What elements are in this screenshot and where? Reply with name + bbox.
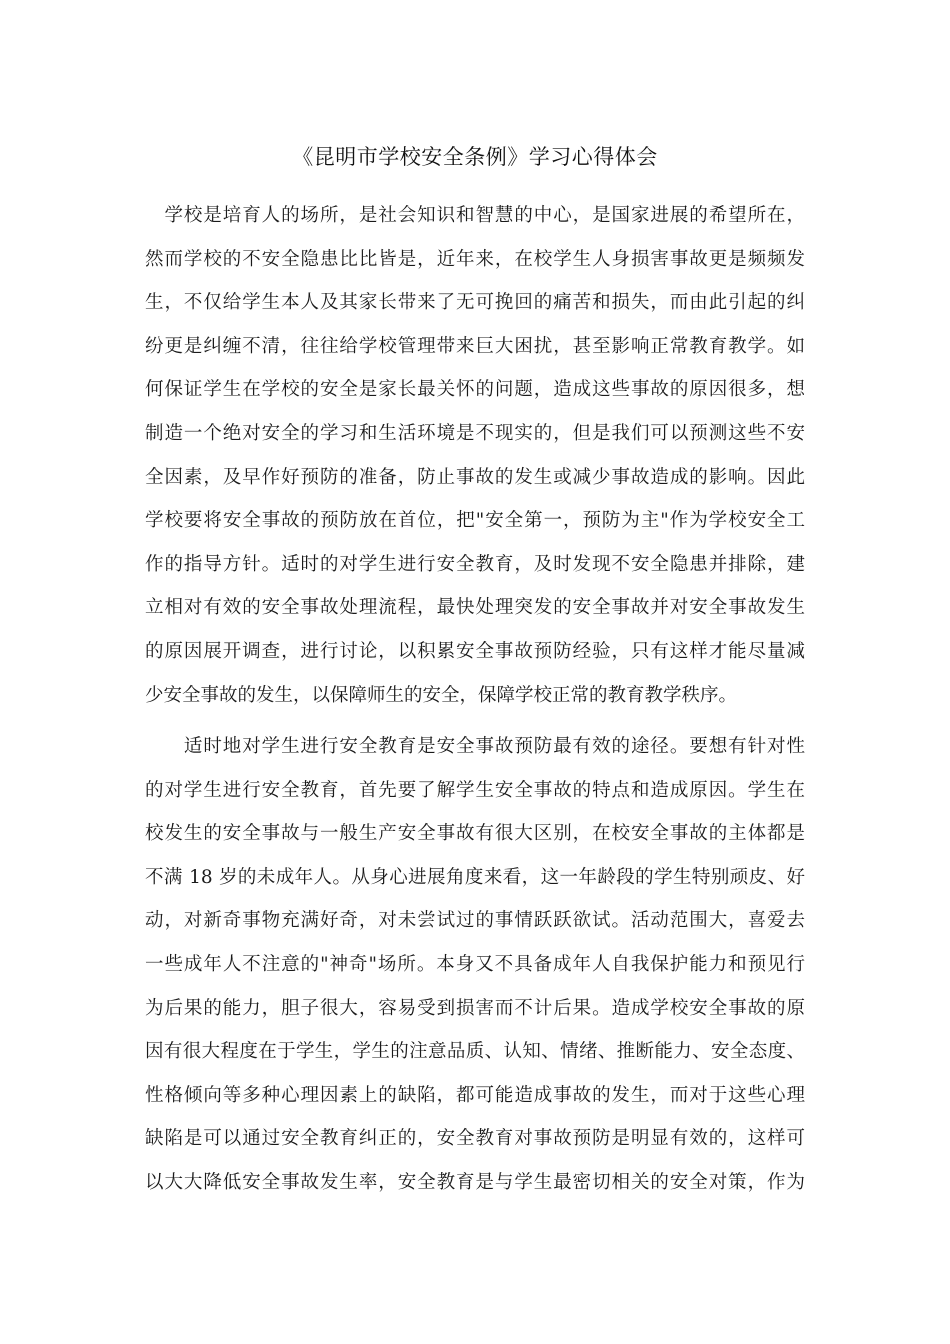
paragraph-line: 少安全事故的发生，以保障师生的安全，保障学校正常的教育教学秩序。 [145, 684, 738, 706]
paragraph-line: 制造一个绝对安全的学习和生活环境是不现实的，但是我们可以预测这些不安 [145, 422, 805, 444]
paragraph-1 [145, 194, 805, 717]
paragraph-line: 何保证学生在学校的安全是家长最关怀的问题，造成这些事故的原因很多，想 [145, 379, 805, 401]
paragraph-line: 一些成年人不注意的"神奇"场所。本身又不具备成年人自我保护能力和预见行 [145, 953, 805, 975]
paragraph-line: 纷更是纠缠不清，往往给学校管理带来巨大困扰，甚至影响正常教育教学。如 [145, 335, 805, 357]
paragraph-line: 生，不仅给学生本人及其家长带来了无可挽回的痛苦和损失，而由此引起的纠 [145, 292, 805, 314]
paragraph-line: 的对学生进行安全教育，首先要了解学生安全事故的特点和造成原因。学生在 [145, 779, 805, 801]
paragraph-line: 动，对新奇事物充满好奇，对未尝试过的事情跃跃欲试。活动范围大，喜爱去 [145, 910, 805, 932]
paragraph-line: 学校要将安全事故的预防放在首位，把"安全第一，预防为主"作为学校安全工 [145, 510, 805, 532]
paragraph-line: 为后果的能力，胆子很大，容易受到损害而不计后果。造成学校安全事故的原 [145, 997, 805, 1019]
paragraph-line: 性格倾向等多种心理因素上的缺陷，都可能造成事故的发生，而对于这些心理 [145, 1084, 805, 1106]
paragraph-line: 不满 18 岁的未成年人。从身心进展角度来看，这一年龄段的学生特别顽皮、好 [145, 866, 805, 888]
paragraph-line: 然而学校的不安全隐患比比皆是，近年来，在校学生人身损害事故更是频频发 [145, 248, 805, 270]
paragraph-line: 作的指导方针。适时的对学生进行安全教育，及时发现不安全隐患并排除，建 [145, 553, 805, 575]
paragraph-line: 以大大降低安全事故发生率，安全教育是与学生最密切相关的安全对策，作为 [145, 1171, 805, 1193]
document-title: 《昆明市学校安全条例》学习心得体会 [292, 145, 658, 169]
paragraph-line: 因有很大程度在于学生，学生的注意品质、认知、情绪、推断能力、安全态度、 [145, 1041, 805, 1063]
paragraph-2 [145, 725, 805, 1205]
paragraph-line: 的原因展开调查，进行讨论，以积累安全事故预防经验，只有这样才能尽量减 [145, 640, 805, 662]
paragraph-line: 学校是培育人的场所，是社会知识和智慧的中心，是国家进展的希望所在， [145, 205, 805, 226]
paragraph-line: 立相对有效的安全事故处理流程，最快处理突发的安全事故并对安全事故发生 [145, 597, 805, 619]
paragraph-line: 全因素，及早作好预防的准备，防止事故的发生或减少事故造成的影响。因此 [145, 466, 805, 488]
paragraph-line: 缺陷是可以通过安全教育纠正的，安全教育对事故预防是明显有效的，这样可 [145, 1128, 805, 1150]
paragraph-line: 适时地对学生进行安全教育是安全事故预防最有效的途径。要想有针对性 [145, 736, 805, 757]
paragraph-line: 校发生的安全事故与一般生产安全事故有很大区别，在校安全事故的主体都是 [145, 823, 805, 845]
